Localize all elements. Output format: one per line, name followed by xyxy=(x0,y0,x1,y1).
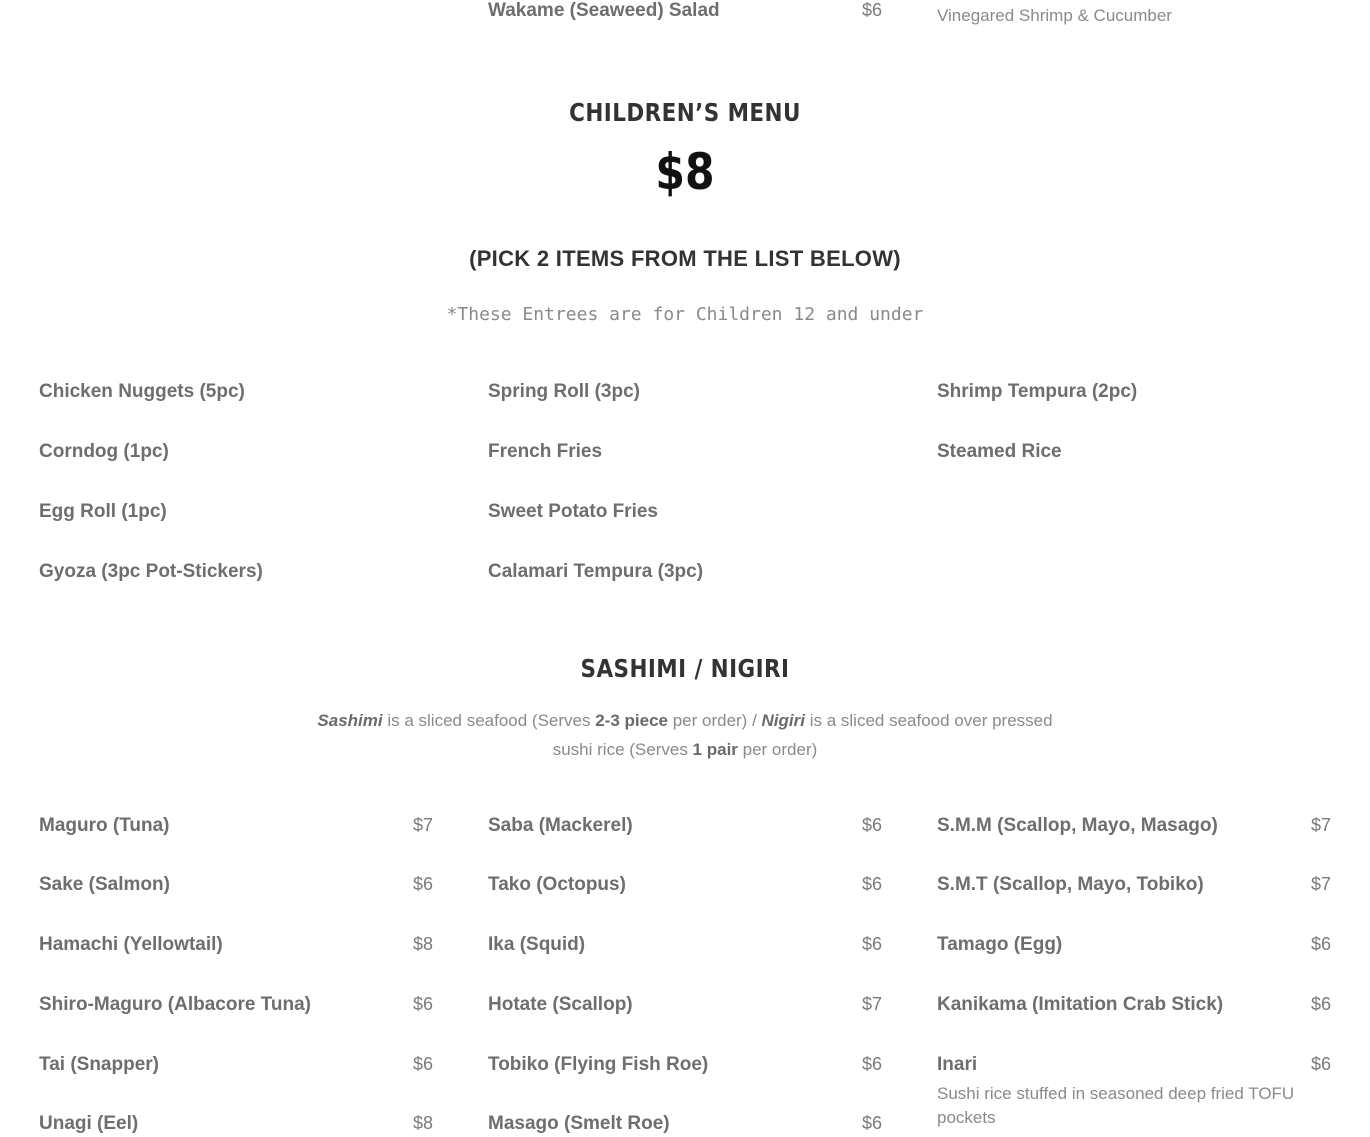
sashimi-item-name: Saba (Mackerel) xyxy=(488,815,633,836)
sashimi-item-name: Hotate (Scallop) xyxy=(488,994,633,1015)
sashimi-item-name: Kanikama (Imitation Crab Stick) xyxy=(937,994,1224,1015)
sashimi-word: Sashimi xyxy=(317,711,383,730)
sashimi-item-price: $6 xyxy=(1310,1054,1331,1074)
kids-item: Corndog (1pc) xyxy=(39,441,169,462)
sashimi-item-price: $7 xyxy=(412,815,433,835)
kids-item: Steamed Rice xyxy=(937,441,1062,462)
intro-text: is a sliced seafood (Serves xyxy=(382,711,596,730)
intro-text: per order) xyxy=(737,740,818,759)
sashimi-item-name: Sake (Salmon) xyxy=(39,874,170,895)
nigiri-word: Nigiri xyxy=(761,711,805,730)
sashimi-item-price: $8 xyxy=(412,934,433,954)
pick-instructions: (PICK 2 ITEMS FROM THE LIST BELOW) xyxy=(469,246,901,271)
kids-item: Gyoza (3pc Pot-Stickers) xyxy=(39,561,263,582)
menu-item-description: Vinegared Shrimp & Cucumber xyxy=(937,6,1172,25)
sashimi-item-price: $6 xyxy=(861,934,882,954)
sashimi-item-name: Maguro (Tuna) xyxy=(39,815,170,836)
menu-item-description: Sushi rice stuffed in seasoned deep fried TOFU pockets xyxy=(937,1084,1295,1127)
sashimi-item-name: Ika (Squid) xyxy=(488,934,586,955)
kids-item: Chicken Nuggets (5pc) xyxy=(39,381,245,402)
sashimi-item-price: $6 xyxy=(861,1054,882,1074)
kids-item: Sweet Potato Fries xyxy=(488,501,658,522)
sashimi-intro xyxy=(300,706,1070,764)
serves-amount: 1 pair xyxy=(692,740,738,759)
kids-item: French Fries xyxy=(488,441,603,462)
kids-item: Egg Roll (1pc) xyxy=(39,501,167,522)
sashimi-item-price: $6 xyxy=(1310,994,1331,1014)
sashimi-item-price: $6 xyxy=(412,1054,433,1074)
sashimi-item-price: $7 xyxy=(1310,874,1331,894)
sashimi-item-name: Tobiko (Flying Fish Roe) xyxy=(488,1054,709,1075)
sashimi-item-price: $7 xyxy=(861,994,882,1014)
sashimi-item-price: $6 xyxy=(1310,934,1331,954)
sashimi-item-name: Tamago (Egg) xyxy=(937,934,1063,955)
sashimi-item-name: Unagi (Eel) xyxy=(39,1113,139,1134)
sashimi-item-price: $7 xyxy=(1310,815,1331,835)
sashimi-item-name: Tai (Snapper) xyxy=(39,1054,159,1075)
sashimi-item-name: Inari xyxy=(937,1054,978,1075)
section-title-childrens-menu: CHILDREN’S MENU xyxy=(569,98,801,127)
serves-amount: 2-3 piece xyxy=(595,711,668,730)
sashimi-item-price: $6 xyxy=(861,815,882,835)
menu-item-name: Wakame (Seaweed) Salad xyxy=(488,0,720,21)
kids-item: Calamari Tempura (3pc) xyxy=(488,561,704,582)
sashimi-item-name: Shiro-Maguro (Albacore Tuna) xyxy=(39,994,311,1015)
sashimi-item-price: $6 xyxy=(412,874,433,894)
sashimi-item-name: S.M.T (Scallop, Mayo, Tobiko) xyxy=(937,874,1204,895)
childrens-menu-price: $8 xyxy=(655,143,715,201)
section-title-sashimi-nigiri: SASHIMI / NIGIRI xyxy=(580,654,790,683)
sashimi-item-name: S.M.M (Scallop, Mayo, Masago) xyxy=(937,815,1218,836)
menu-item-price: $6 xyxy=(861,0,882,20)
intro-text: per order) / xyxy=(667,711,762,730)
sashimi-item-name: Masago (Smelt Roe) xyxy=(488,1113,670,1134)
kids-item: Shrimp Tempura (2pc) xyxy=(937,381,1138,402)
sashimi-item-price: $6 xyxy=(861,1113,882,1133)
sashimi-item-price: $6 xyxy=(861,874,882,894)
sashimi-item-name: Hamachi (Yellowtail) xyxy=(39,934,223,955)
intro-text: is a sliced seafood over pressed sushi rice (Serves xyxy=(552,711,1053,759)
sashimi-item-name: Tako (Octopus) xyxy=(488,874,626,895)
kids-item: Spring Roll (3pc) xyxy=(488,381,640,402)
sashimi-item-price: $6 xyxy=(412,994,433,1014)
age-note: *These Entrees are for Children 12 and under xyxy=(446,304,924,325)
sashimi-item-price: $8 xyxy=(412,1113,433,1133)
